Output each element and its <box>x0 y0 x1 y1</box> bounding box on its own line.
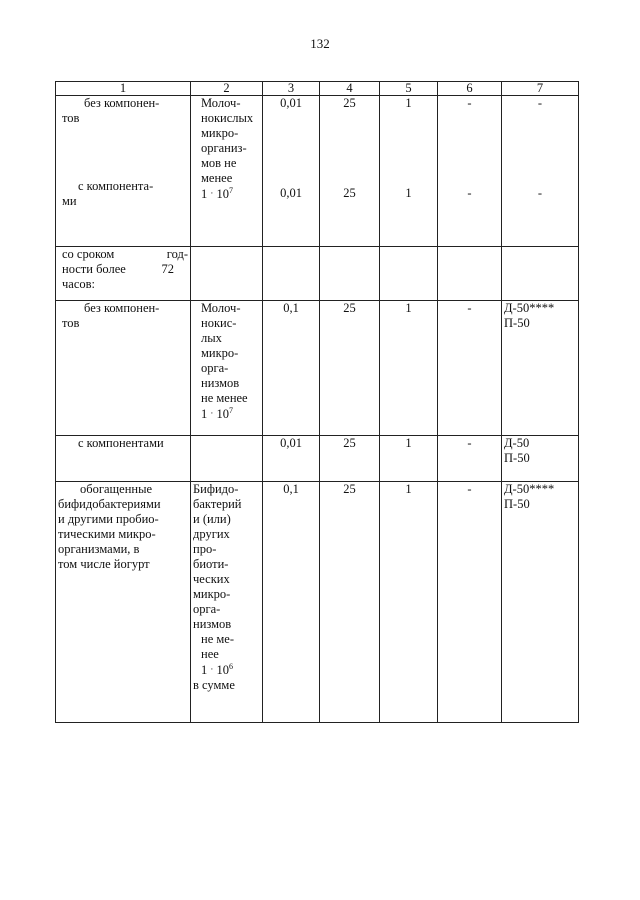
text-line: без компонен- <box>84 301 160 315</box>
text-line: не ме- <box>201 632 234 646</box>
text-line: организмами, в <box>58 542 140 556</box>
text-line: бифидобактериями <box>58 497 161 511</box>
text-line <box>193 406 260 422</box>
text-line: 0,01 <box>280 186 302 200</box>
exponent: 7 <box>229 405 233 415</box>
text-line: организ- <box>201 141 247 155</box>
coefficient: 1 <box>201 407 208 421</box>
header-cell: 6 <box>438 82 502 96</box>
table-row <box>56 436 579 482</box>
text-line: не менее <box>201 391 248 405</box>
product-cell <box>56 482 191 723</box>
value-cell <box>502 436 579 482</box>
text-line: тов <box>62 316 80 330</box>
empty-cell <box>191 436 263 482</box>
table-row <box>56 96 579 247</box>
text-line: Молоч- <box>201 96 241 110</box>
text-line: Молоч- <box>201 301 241 315</box>
text-line: других <box>193 527 230 541</box>
value-cell: - <box>438 436 502 482</box>
text-line: тическими микро- <box>58 527 156 541</box>
value-cell: 1 <box>380 482 438 723</box>
power-base: 10 <box>216 407 229 421</box>
value-cell: 1 <box>380 301 438 436</box>
coefficient: 1 <box>201 663 208 677</box>
product-cell <box>56 247 191 301</box>
value-cell: - <box>438 482 502 723</box>
text-line: - <box>467 96 472 110</box>
text-line: низмов <box>201 376 240 390</box>
exponent: 7 <box>229 185 233 195</box>
text-line: том числе йогурт <box>58 557 150 571</box>
text-line: П-50 <box>504 316 530 330</box>
text-line: 25 <box>343 96 356 110</box>
value-cell <box>380 96 438 247</box>
header-cell: 3 <box>263 82 320 96</box>
microorganism-cell <box>191 96 263 247</box>
text-line: тов <box>62 111 80 125</box>
text-line: ческих <box>193 572 230 586</box>
text-line: - <box>537 96 543 110</box>
text-line: и (или) <box>193 512 231 526</box>
microorganism-cell <box>191 482 263 723</box>
value-cell: 1 <box>380 436 438 482</box>
multiply-sign: · <box>210 664 214 674</box>
product-cell <box>56 301 191 436</box>
text-line: с компонентами <box>78 436 164 450</box>
header-cell: 2 <box>191 82 263 96</box>
table-row <box>56 482 579 723</box>
text-line: орга- <box>201 361 229 375</box>
header-cell: 4 <box>320 82 380 96</box>
value-cell <box>263 96 320 247</box>
value-cell <box>320 96 380 247</box>
text-line: ности более 72 <box>62 262 174 276</box>
power-base: 10 <box>216 663 229 677</box>
value-cell <box>502 482 579 723</box>
exponent: 6 <box>229 661 233 671</box>
text-line: П-50 <box>504 497 530 511</box>
text-line: ми <box>62 194 77 208</box>
header-cell: 5 <box>380 82 438 96</box>
value-cell <box>438 96 502 247</box>
text-line: обогащенные <box>80 482 153 496</box>
text-line: 1 <box>405 186 412 200</box>
value-cell: 25 <box>320 436 380 482</box>
text-line: 0,01 <box>280 96 302 110</box>
power-base: 10 <box>216 187 229 201</box>
text-line: - <box>537 186 543 200</box>
requirements-table <box>55 81 579 723</box>
text-line: нокислых <box>201 111 254 125</box>
text-line <box>193 186 260 202</box>
text-line: - <box>467 186 472 200</box>
text-line: нокис- <box>201 316 237 330</box>
text-line: низмов <box>193 617 232 631</box>
multiply-sign: · <box>210 188 214 198</box>
value-cell: - <box>438 301 502 436</box>
empty-cell <box>380 247 438 301</box>
text-line: микро- <box>201 126 239 140</box>
header-cell: 1 <box>56 82 191 96</box>
empty-cell <box>263 247 320 301</box>
product-cell <box>56 436 191 482</box>
text-line: Д-50**** <box>504 482 555 496</box>
text-line: 25 <box>343 186 356 200</box>
text-line: Бифидо- <box>193 482 239 496</box>
empty-cell <box>320 247 380 301</box>
value-cell: 0,01 <box>263 436 320 482</box>
value-cell <box>502 96 579 247</box>
text-line: со сроком год- <box>62 247 188 261</box>
text-line: бактерий <box>193 497 242 511</box>
text-line: Д-50 <box>504 436 530 450</box>
value-cell: 25 <box>320 301 380 436</box>
microorganism-cell <box>191 301 263 436</box>
text-line: микро- <box>193 587 231 601</box>
multiply-sign: · <box>210 408 214 418</box>
text-line: 1 <box>405 96 412 110</box>
text-line: П-50 <box>504 451 530 465</box>
coefficient: 1 <box>201 187 208 201</box>
value-cell: 0,1 <box>263 301 320 436</box>
text-line: с компонента- <box>78 179 154 193</box>
table-row <box>56 301 579 436</box>
text-line: орга- <box>193 602 221 616</box>
empty-cell <box>502 247 579 301</box>
text-line: менее <box>201 171 233 185</box>
text-line <box>193 662 260 678</box>
text-line: часов: <box>62 277 96 291</box>
text-line: в сумме <box>193 678 235 692</box>
text-line: мов не <box>201 156 237 170</box>
table-row <box>56 247 579 301</box>
value-cell: 25 <box>320 482 380 723</box>
page-number: 132 <box>310 36 330 51</box>
text-line: биоти- <box>193 557 229 571</box>
text-line: нее <box>201 647 219 661</box>
value-cell: 0,1 <box>263 482 320 723</box>
empty-cell <box>191 247 263 301</box>
header-row <box>56 82 579 96</box>
text-line: Д-50**** <box>504 301 555 315</box>
text-line: микро- <box>201 346 239 360</box>
product-cell <box>56 96 191 247</box>
value-cell <box>502 301 579 436</box>
text-line: лых <box>201 331 222 345</box>
empty-cell <box>438 247 502 301</box>
text-line: про- <box>193 542 217 556</box>
text-line: и другими пробио- <box>58 512 159 526</box>
text-line: без компонен- <box>84 96 160 110</box>
header-cell: 7 <box>502 82 579 96</box>
